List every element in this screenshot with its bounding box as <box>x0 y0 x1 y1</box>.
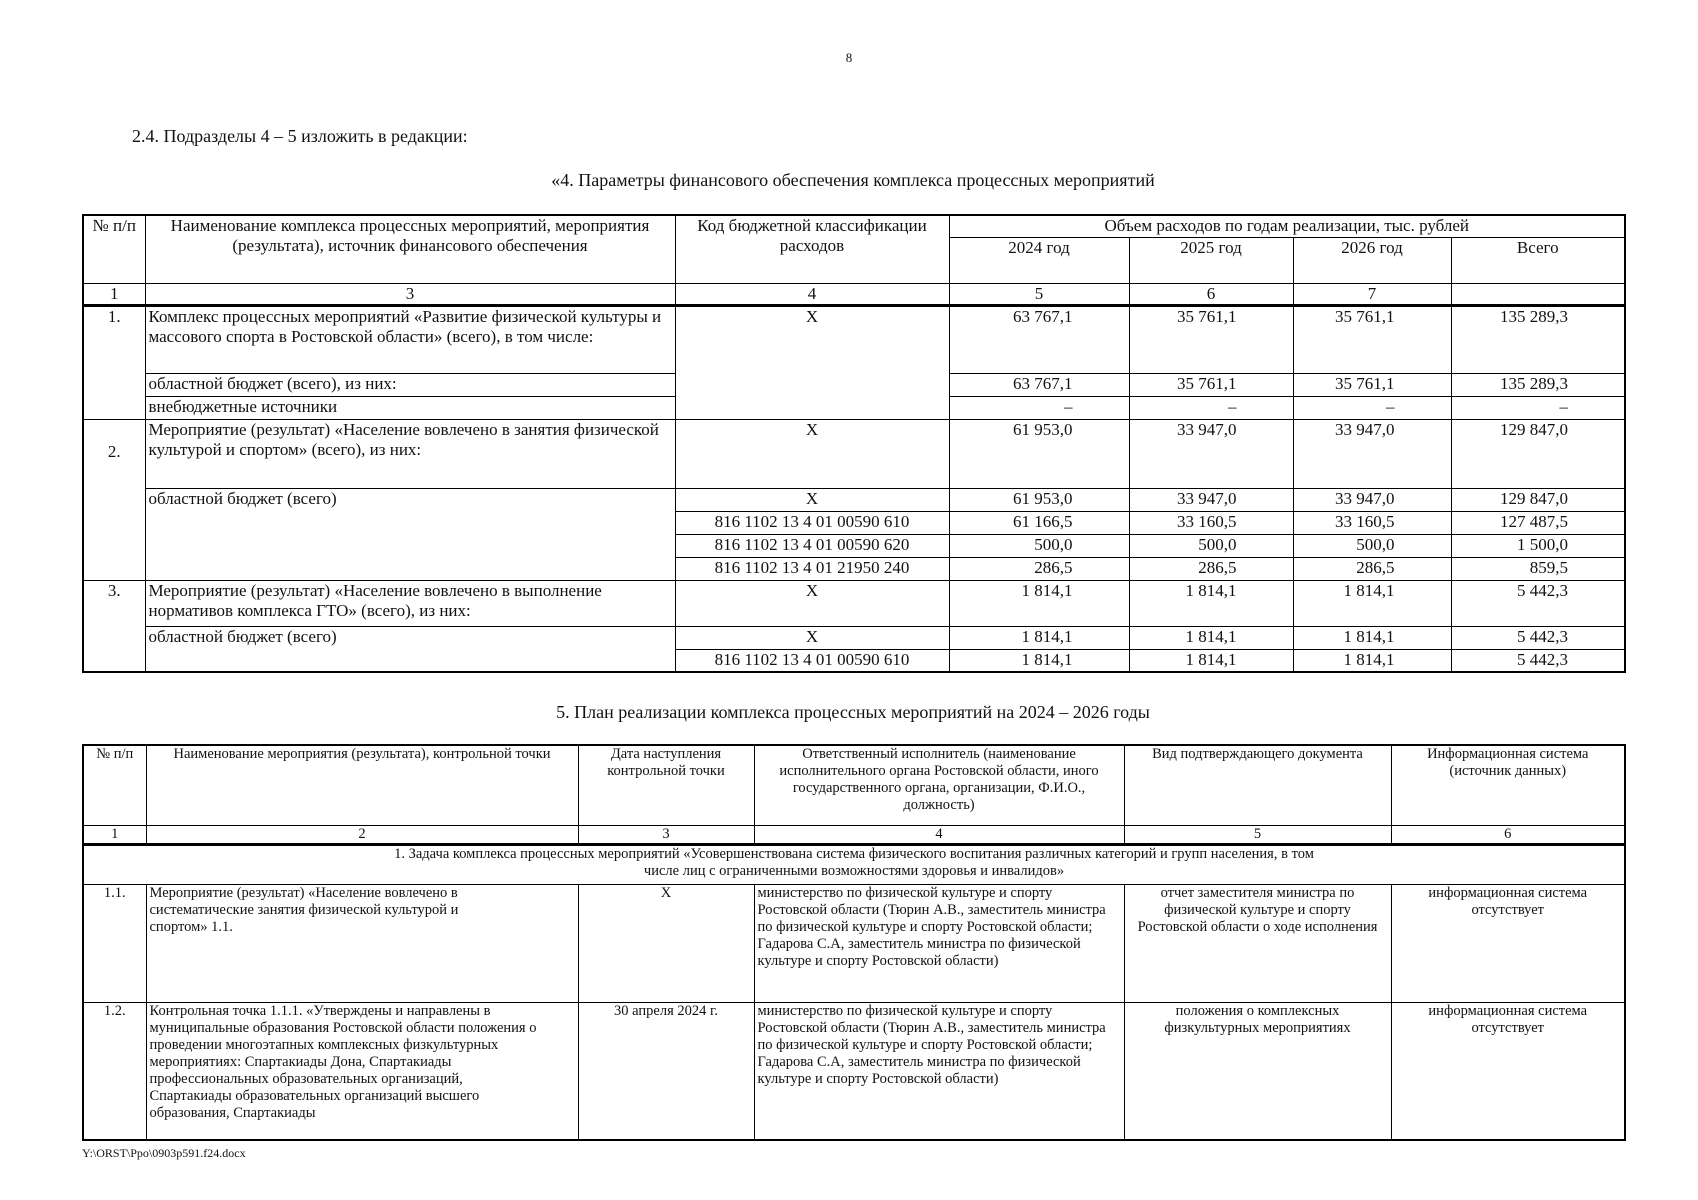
header-total: Всего <box>1451 237 1625 283</box>
value-2024: 1 814,1 <box>949 649 1129 672</box>
table-row <box>83 419 1625 488</box>
value-2024: 61 953,0 <box>949 488 1129 511</box>
header-name: Наименование мероприятия (результата), контрольной точки <box>146 745 578 825</box>
header-num: № п/п <box>83 745 146 825</box>
header-code: Код бюджетной классификации расходов <box>675 215 949 283</box>
row-system: информационная система отсутствует <box>1391 884 1625 1002</box>
value-2025: 33 947,0 <box>1129 419 1293 488</box>
col-num: 7 <box>1293 283 1451 305</box>
header-2024: 2024 год <box>949 237 1129 283</box>
column-numbers-row <box>83 283 1625 305</box>
value-2026: 35 761,1 <box>1293 373 1451 396</box>
value-2026: 33 160,5 <box>1293 511 1451 534</box>
value-2024: 286,5 <box>949 557 1129 580</box>
table-row <box>83 488 1625 511</box>
row-name: Мероприятие (результат) «Население вовлечено в систематические занятия физической культурой и спортом» 1.1. <box>146 884 578 1002</box>
row-code: 816 1102 13 4 01 00590 610 <box>675 649 949 672</box>
row-executor: министерство по физической культуре и спорту Ростовской области (Тюрин А.В., заместитель министра по физической культуре и спорту Ростовской области; Гадарова С.А, заместитель министра по физической культуре и спорту Ростовской области) <box>754 884 1124 1002</box>
value-2025: 286,5 <box>1129 557 1293 580</box>
value-total: 5 442,3 <box>1451 626 1625 649</box>
row-code: X <box>675 419 949 488</box>
value-2024: 500,0 <box>949 534 1129 557</box>
header-volume: Объем расходов по годам реализации, тыс. рублей <box>949 215 1625 237</box>
col-num: 4 <box>675 283 949 305</box>
row-code: 816 1102 13 4 01 00590 620 <box>675 534 949 557</box>
col-num: 3 <box>145 283 675 305</box>
row-code: X <box>675 305 949 419</box>
value-total: – <box>1451 396 1625 419</box>
header-executor: Ответственный исполнитель (наименование исполнительного органа Ростовской области, иного государственного органа, организации, Ф.И.О., должность) <box>754 745 1124 825</box>
table-row <box>83 580 1625 626</box>
value-2024: – <box>949 396 1129 419</box>
value-2026: 1 814,1 <box>1293 649 1451 672</box>
header-name: Наименование комплекса процессных мероприятий, мероприятия (результата), источник финансового обеспечения <box>145 215 675 283</box>
value-total: 127 487,5 <box>1451 511 1625 534</box>
value-2026: 33 947,0 <box>1293 419 1451 488</box>
value-2025: – <box>1129 396 1293 419</box>
value-2024: 61 953,0 <box>949 419 1129 488</box>
row-system: информационная система отсутствует <box>1391 1002 1625 1140</box>
column-numbers-row <box>83 825 1625 844</box>
value-2026: 286,5 <box>1293 557 1451 580</box>
row-num: 3. <box>83 580 145 672</box>
value-2025: 500,0 <box>1129 534 1293 557</box>
section4-title: «4. Параметры финансового обеспечения комплекса процессных мероприятий <box>551 170 1155 190</box>
intro-text: 2.4. Подразделы 4 – 5 изложить в редакции: <box>132 126 468 146</box>
value-2026: 35 761,1 <box>1293 305 1451 373</box>
implementation-plan-table <box>82 744 1626 1141</box>
col-num: 5 <box>1124 825 1391 844</box>
value-2025: 35 761,1 <box>1129 373 1293 396</box>
value-2025: 33 160,5 <box>1129 511 1293 534</box>
row-document: отчет заместителя министра по физической культуре и спорту Ростовской области о ходе исполнения <box>1124 884 1391 1002</box>
section5-title: 5. План реализации комплекса процессных мероприятий на 2024 – 2026 годы <box>556 702 1150 722</box>
table-row <box>83 884 1625 1002</box>
row-code: X <box>675 580 949 626</box>
row-name: областной бюджет (всего), из них: <box>145 373 675 396</box>
value-2025: 1 814,1 <box>1129 649 1293 672</box>
header-document: Вид подтверждающего документа <box>1124 745 1391 825</box>
row-name: областной бюджет (всего) <box>145 626 675 672</box>
value-2025: 33 947,0 <box>1129 488 1293 511</box>
row-name: внебюджетные источники <box>145 396 675 419</box>
row-date: 30 апреля 2024 г. <box>578 1002 754 1140</box>
value-total: 5 442,3 <box>1451 580 1625 626</box>
value-2024: 61 166,5 <box>949 511 1129 534</box>
row-num: 1. <box>83 305 145 419</box>
value-2025: 35 761,1 <box>1129 305 1293 373</box>
value-total: 135 289,3 <box>1451 305 1625 373</box>
value-total: 859,5 <box>1451 557 1625 580</box>
col-num: 1 <box>83 283 145 305</box>
header-num: № п/п <box>83 215 145 283</box>
col-num: 4 <box>754 825 1124 844</box>
row-num: 1.1. <box>83 884 146 1002</box>
value-2025: 1 814,1 <box>1129 580 1293 626</box>
row-code: 816 1102 13 4 01 00590 610 <box>675 511 949 534</box>
value-2025: 1 814,1 <box>1129 626 1293 649</box>
row-code: X <box>675 626 949 649</box>
header-2025: 2025 год <box>1129 237 1293 283</box>
row-name: Мероприятие (результат) «Население вовлечено в занятия физической культурой и спортом» (всего), из них: <box>145 419 675 488</box>
financing-table <box>82 214 1626 673</box>
table-row <box>83 305 1625 373</box>
task-title: 1. Задача комплекса процессных мероприятий «Усовершенствована система физического воспитания различных категорий и групп населения, в том числе лиц с ограниченными возможностями здоровья и инвалидов» <box>83 844 1625 884</box>
col-num: 3 <box>578 825 754 844</box>
row-name: Контрольная точка 1.1.1. «Утверждены и направлены в муниципальные образования Ростовской области положения о проведении многоэтапных комплексных физкультурных мероприятиях: Спартакиады Дона, Спартакиады профессиональных образовательных организаций, Спартакиады образовательных организаций высшего образования, Спартакиады <box>146 1002 578 1140</box>
row-code: X <box>675 488 949 511</box>
value-total: 129 847,0 <box>1451 488 1625 511</box>
header-2026: 2026 год <box>1293 237 1451 283</box>
table-header-row <box>83 745 1625 825</box>
row-executor: министерство по физической культуре и спорту Ростовской области (Тюрин А.В., заместитель министра по физической культуре и спорту Ростовской области; Гадарова С.А, заместитель министра по физической культуре и спорту Ростовской области) <box>754 1002 1124 1140</box>
row-name: Комплекс процессных мероприятий «Развитие физической культуры и массового спорта в Ростовской области» (всего), в том числе: <box>145 305 675 373</box>
table-row <box>83 1002 1625 1140</box>
table-row <box>83 626 1625 649</box>
col-num: 6 <box>1129 283 1293 305</box>
row-name: Мероприятие (результат) «Население вовлечено в выполнение нормативов комплекса ГТО» (всего), из них: <box>145 580 675 626</box>
row-date: X <box>578 884 754 1002</box>
value-2026: 1 814,1 <box>1293 580 1451 626</box>
page-number: 8 <box>845 50 853 65</box>
value-2026: 500,0 <box>1293 534 1451 557</box>
col-num: 2 <box>146 825 578 844</box>
value-2024: 63 767,1 <box>949 305 1129 373</box>
row-code: 816 1102 13 4 01 21950 240 <box>675 557 949 580</box>
col-num: 5 <box>949 283 1129 305</box>
footer-file-path: Y:\ORST\Ppo\0903p591.f24.docx <box>82 1146 246 1160</box>
value-2024: 1 814,1 <box>949 580 1129 626</box>
row-name: областной бюджет (всего) <box>145 488 675 580</box>
header-system: Информационная система (источник данных) <box>1391 745 1625 825</box>
value-total: 129 847,0 <box>1451 419 1625 488</box>
table-header-row <box>83 215 1625 237</box>
header-date: Дата наступления контрольной точки <box>578 745 754 825</box>
col-num <box>1451 283 1625 305</box>
value-2026: 1 814,1 <box>1293 626 1451 649</box>
row-document: положения о комплексных физкультурных мероприятиях <box>1124 1002 1391 1140</box>
row-num: 1.2. <box>83 1002 146 1140</box>
value-2026: 33 947,0 <box>1293 488 1451 511</box>
value-total: 135 289,3 <box>1451 373 1625 396</box>
col-num: 6 <box>1391 825 1625 844</box>
task-row <box>83 844 1625 884</box>
col-num: 1 <box>83 825 146 844</box>
value-2024: 1 814,1 <box>949 626 1129 649</box>
value-2024: 63 767,1 <box>949 373 1129 396</box>
row-num: 2. <box>83 419 145 580</box>
value-total: 1 500,0 <box>1451 534 1625 557</box>
value-total: 5 442,3 <box>1451 649 1625 672</box>
value-2026: – <box>1293 396 1451 419</box>
